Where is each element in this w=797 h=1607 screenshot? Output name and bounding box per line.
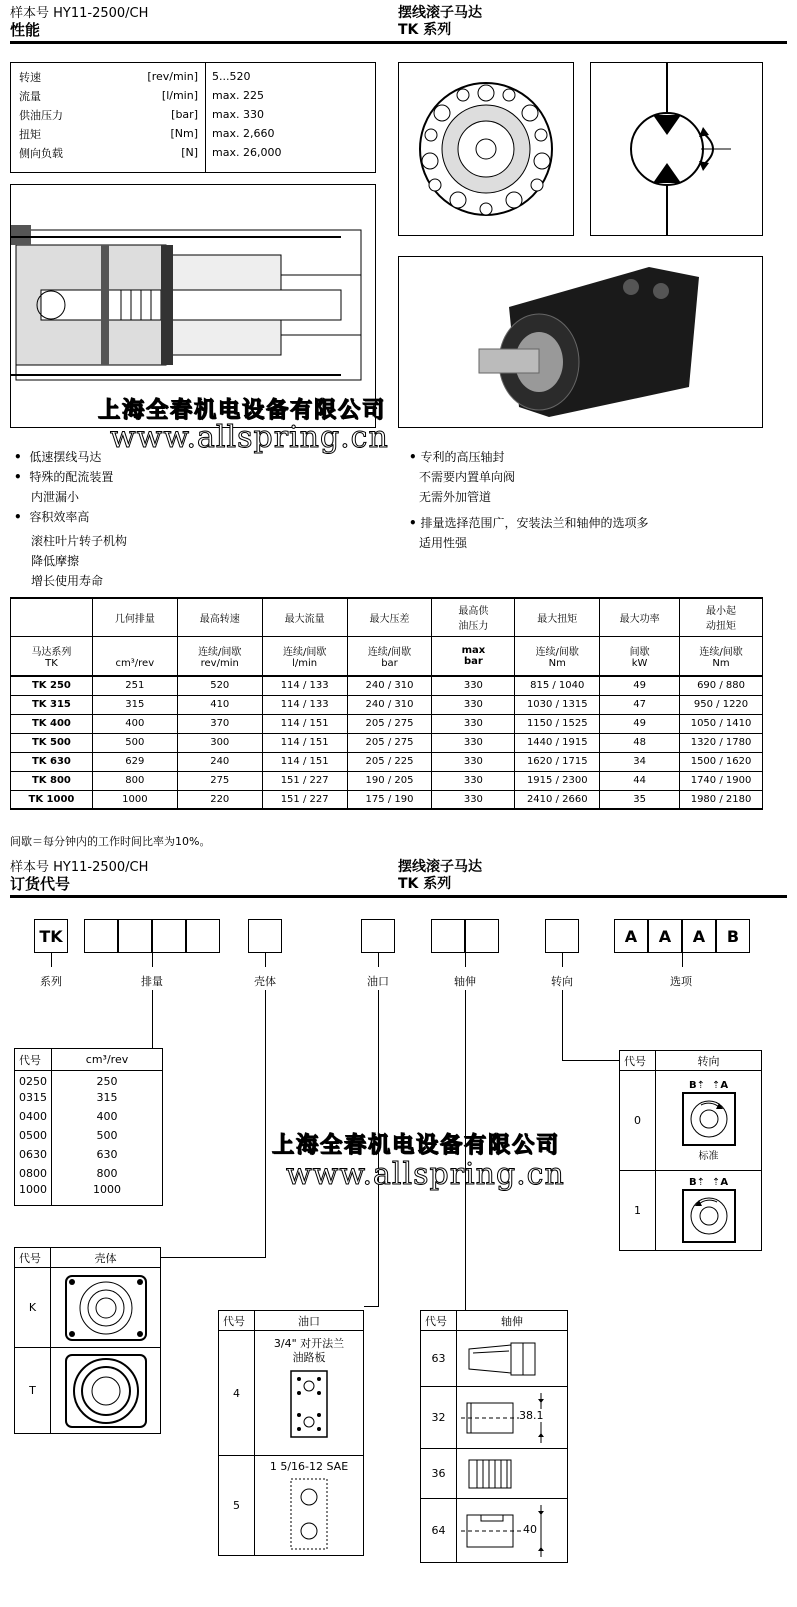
header-rule [10, 41, 787, 44]
watermark-url-2: www.allspring.cn [286, 1157, 565, 1192]
shaft-32-dimension: 38.1 [519, 1409, 544, 1422]
shaft-table: 代号 轴伸 63 32 38.1 36 64 40 [420, 1310, 568, 1563]
spec-row: 流量 [l/min] max. 225 [19, 89, 264, 103]
feature-item: • 排量选择范围广，安装法兰和轴伸的选项多 [409, 516, 649, 530]
feature-item: 降低摩擦 [31, 554, 80, 568]
feature-item: 适用性强 [419, 536, 468, 550]
feature-item: 无需外加管道 [419, 490, 492, 504]
code-cell [186, 919, 220, 953]
label-displacement: 排量 [141, 975, 163, 988]
motor-photo [398, 256, 763, 428]
features-left [14, 447, 394, 591]
table-row: TK 800 800 275 151 / 227 190 / 205 330 1915 / 2300 44 1740 / 1900 [11, 771, 763, 790]
housing-t-drawing [60, 1351, 152, 1431]
table-row: TK 630 629 240 114 / 151 205 / 225 330 1620 / 1715 34 1500 / 1620 [11, 752, 763, 771]
label-housing: 壳体 [254, 975, 276, 988]
port-4-cell: 3/4" 对开法兰 油路板 [255, 1331, 364, 1456]
table-row: TK 400 400 370 114 / 151 205 / 275 330 1150 / 1525 49 1050 / 1410 [11, 714, 763, 733]
series-title-2: TK 系列 [398, 876, 452, 892]
product-title: 摆线滚子马达 [398, 5, 482, 21]
rotation-cw-icon [679, 1091, 739, 1147]
label-ports: 油口 [367, 975, 389, 988]
table-row: TK 1000 1000 220 151 / 227 175 / 190 330 2410 / 2660 35 1980 / 2180 [11, 790, 763, 809]
option-cell: A [614, 919, 648, 953]
code-cell [84, 919, 118, 953]
shaft-63-cell [457, 1331, 568, 1387]
port-4-drawing [287, 1369, 331, 1439]
specs-box [10, 62, 376, 173]
housing-k-drawing [60, 1272, 152, 1344]
option-cell: A [682, 919, 716, 953]
rotor-front-view [398, 62, 574, 236]
spec-row: 扭矩 [Nm] max. 2,660 [19, 127, 275, 141]
performance-table: 几何排量 最高转速 最大流量 最大压差 最高供 油压力 最大扭矩 最大功率 最小起 动扭矩 马达系列 TK cm³/rev 连续/间歇 rev/min 连续/间歇 l/min 连续/间歇 bar max bar 连续/间歇 Nm 间歇 kW 连续/间歇 Nm TK 250 251 520 114 / 133 240 / 310 330 815 / 1040 49 690 / 880 TK 315 315 410 114 / 133 240 / 310 330 1030 / 1315 47 950 / 1220 TK 400 400 370 114 / 151 205 / 275 330 1150 / 1525 49 1050 / 1410 TK 500 500 300 114 / 151 205 / 275 330 1440 / 1915 48 1320 / 1780 TK 630 629 240 114 / 151 205 / 225 330 1620 / 1715 34 1500 / 1620 TK 800 800 275 151 / 227 190 / 205 330 1915 / 2300 44 1740 / 1900 TK 1000 1000 220 151 / 227 175 / 190 330 2410 / 2660 35 1980 / 2180 [10, 597, 763, 810]
spec-row: 转速 [rev/min] 5...520 [19, 70, 251, 84]
rotation-cw-cell: B⇡ ⇡A 标准 [656, 1071, 762, 1171]
code-cell [361, 919, 395, 953]
label-rotation: 转向 [551, 975, 573, 988]
housing-k-cell [51, 1268, 161, 1348]
shaft-36-drawing [461, 1454, 551, 1494]
rotation-ccw-icon [679, 1188, 739, 1244]
table-footnote: 间歇＝每分钟内的工作时间比率为10%。 [10, 835, 211, 848]
housing-t-cell [51, 1348, 161, 1434]
table-row: TK 315 315 410 114 / 133 240 / 310 330 1030 / 1315 47 950 / 1220 [11, 695, 763, 714]
spec-row: 侧向负载 [N] max. 26,000 [19, 146, 282, 160]
product-title-2: 摆线滚子马达 [398, 859, 482, 875]
option-cell: B [716, 919, 750, 953]
code-cell [465, 919, 499, 953]
watermark-company-2: 上海全春机电设备有限公司 [272, 1132, 561, 1158]
catalog-number-2: 样本号 HY11-2500/CH [10, 860, 149, 875]
feature-item: • 特殊的配流装置 [14, 470, 114, 484]
feature-item: 不需要内置单向阀 [419, 470, 516, 484]
label-series: 系列 [40, 975, 62, 988]
code-cell [431, 919, 465, 953]
code-cell [118, 919, 152, 953]
port-5-drawing [287, 1477, 331, 1551]
hydraulic-symbol [590, 62, 763, 236]
watermark-url: www.allspring.cn [110, 420, 389, 455]
code-cell [545, 919, 579, 953]
code-prefix-cell: TK [34, 919, 68, 953]
shaft-64-dimension: 40 [523, 1523, 537, 1536]
code-cell [152, 919, 186, 953]
feature-item: • 低速摆线马达 [14, 450, 102, 464]
feature-item: • 专利的高压轴封 [409, 450, 505, 464]
option-cell: A [648, 919, 682, 953]
cross-section-drawing [10, 184, 376, 428]
shaft-64-drawing [461, 1505, 551, 1557]
label-options: 选项 [670, 975, 692, 988]
feature-item: 内泄漏小 [31, 490, 80, 504]
port-5-cell: 1 5/16-12 SAE [255, 1456, 364, 1556]
code-cell [248, 919, 282, 953]
shaft-32-cell [457, 1387, 568, 1449]
rotation-table: 代号 转向 0 B⇡ ⇡A 标准 1 B⇡ ⇡A [619, 1050, 762, 1251]
shaft-64-cell [457, 1499, 568, 1563]
table-row: TK 250 251 520 114 / 133 240 / 310 330 815 / 1040 49 690 / 880 [11, 676, 763, 695]
table-row: TK 500 500 300 114 / 151 205 / 275 330 1440 / 1915 48 1320 / 1780 [11, 733, 763, 752]
section-title: 性能 [10, 21, 41, 39]
ports-table: 代号 油口 4 3/4" 对开法兰 油路板 5 1 5/16-12 SAE [218, 1310, 364, 1556]
spec-row: 供油压力 [bar] max. 330 [19, 108, 264, 122]
watermark-company: 上海全春机电设备有限公司 [98, 397, 387, 423]
displacement-table: 代号 cm³/rev 0250 250 0315 315 0400 400 0500 500 0630 630 0800 800 1000 1000 [14, 1048, 163, 1206]
shaft-63-drawing [461, 1337, 551, 1381]
series-title: TK 系列 [398, 22, 452, 38]
feature-item: 增长使用寿命 [31, 574, 104, 588]
shaft-36-cell [457, 1449, 568, 1499]
section-title-2: 订货代号 [10, 875, 71, 893]
header-rule-2 [10, 895, 787, 898]
label-shaft: 轴伸 [454, 975, 476, 988]
rotation-ccw-cell: B⇡ ⇡A [656, 1171, 762, 1251]
feature-item: • 容积效率高 [14, 510, 90, 524]
feature-item: 滚柱叶片转子机构 [31, 534, 128, 548]
catalog-number: 样本号 HY11-2500/CH [10, 6, 149, 21]
features-right [409, 447, 789, 553]
housing-table: 代号 壳体 K T [14, 1247, 161, 1434]
